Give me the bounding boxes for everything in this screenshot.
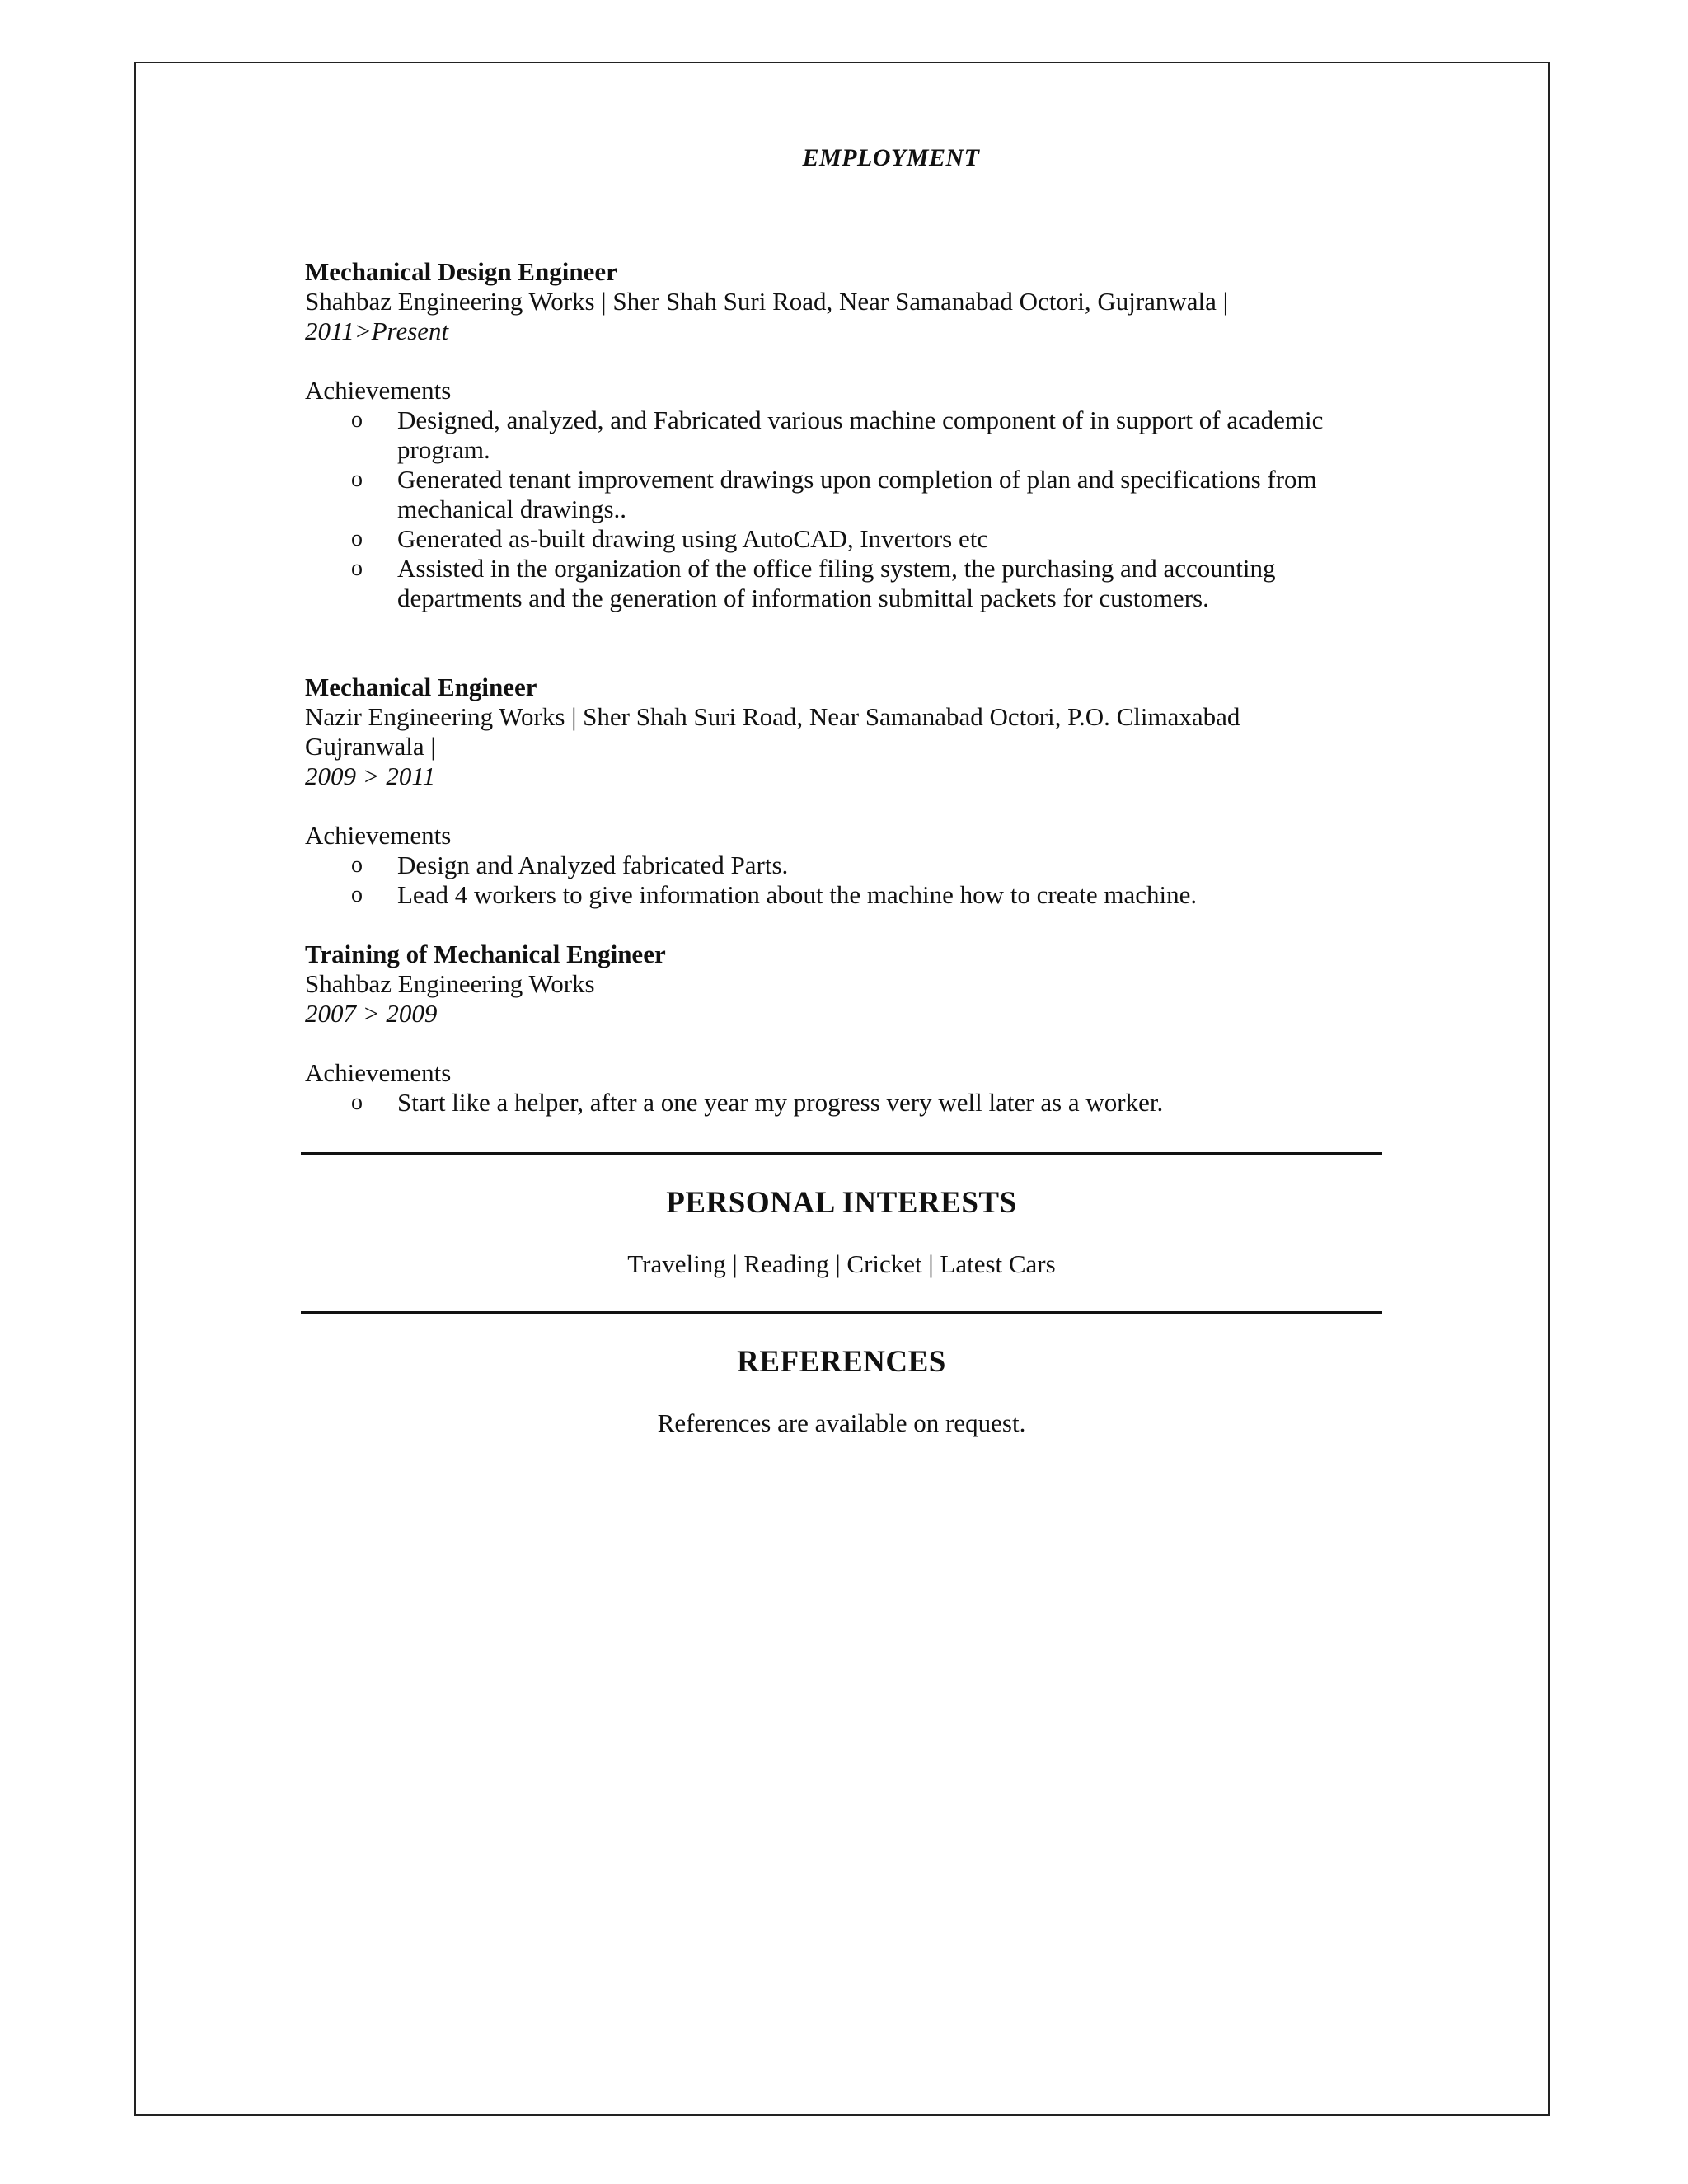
bullet-icon: o: [351, 555, 363, 581]
section-divider: [301, 1311, 1382, 1314]
achievement-text: Designed, analyzed, and Fabricated various machine component of in support of academic program.: [397, 405, 1324, 464]
job-entry: [305, 673, 1385, 910]
job-date: 2009 > 2011: [305, 762, 436, 790]
references-text: References are available on request.: [657, 1408, 1026, 1437]
job-entry: [305, 257, 1385, 613]
job-title: Mechanical Engineer: [305, 673, 537, 701]
achievement-item: [305, 851, 1385, 880]
achievement-text: Start like a helper, after a one year my progress very well later as a worker.: [397, 1088, 1164, 1117]
job-date: 2011>Present: [305, 316, 449, 345]
job-date: 2007 > 2009: [305, 999, 438, 1028]
achievements-label: Achievements: [305, 1058, 452, 1087]
bullet-icon: o: [351, 526, 363, 551]
achievement-item: [305, 554, 1385, 613]
achievements-label: Achievements: [305, 376, 452, 405]
achievements-list: [305, 1088, 1385, 1118]
achievement-text: Lead 4 workers to give information about the machine how to create machine.: [397, 880, 1198, 909]
references-heading: REFERENCES: [737, 1345, 946, 1379]
bullet-icon: o: [351, 852, 363, 878]
job-company: Shahbaz Engineering Works | Sher Shah Suri Road, Near Samanabad Octori, Gujranwala |: [305, 287, 1228, 316]
achievement-text: Design and Analyzed fabricated Parts.: [397, 851, 789, 879]
bullet-icon: o: [351, 466, 363, 492]
achievement-item: [305, 405, 1385, 465]
achievements-list: [305, 851, 1385, 910]
achievement-text: Assisted in the organization of the office filing system, the purchasing and accounting departments and the generation of information submittal packets for customers.: [397, 554, 1276, 612]
achievement-item: [305, 465, 1385, 524]
achievements-list: [305, 405, 1385, 613]
job-entry: [305, 940, 1385, 1118]
achievement-text: Generated tenant improvement drawings upon completion of plan and specifications from mechanical drawings..: [397, 465, 1317, 523]
job-company: Nazir Engineering Works | Sher Shah Suri Road, Near Samanabad Octori, P.O. Climaxabad: [305, 702, 1240, 731]
employment-heading: EMPLOYMENT: [802, 144, 980, 171]
section-divider: [301, 1152, 1382, 1155]
job-title: Mechanical Design Engineer: [305, 257, 617, 286]
achievements-label: Achievements: [305, 821, 452, 850]
bullet-icon: o: [351, 407, 363, 433]
bullet-icon: o: [351, 1090, 363, 1115]
achievement-text: Generated as-built drawing using AutoCAD, Invertors etc: [397, 524, 989, 553]
job-title: Training of Mechanical Engineer: [305, 940, 666, 968]
personal-interests-heading: PERSONAL INTERESTS: [666, 1186, 1017, 1220]
job-company-continued: Gujranwala |: [305, 732, 436, 761]
achievement-item: [305, 880, 1385, 910]
bullet-icon: o: [351, 882, 363, 907]
personal-interests-text: Traveling | Reading | Cricket | Latest Cars: [627, 1249, 1056, 1278]
job-company: Shahbaz Engineering Works: [305, 969, 595, 998]
achievement-item: [305, 1088, 1385, 1118]
employment-section: [305, 143, 1385, 1118]
achievement-item: [305, 524, 1385, 554]
